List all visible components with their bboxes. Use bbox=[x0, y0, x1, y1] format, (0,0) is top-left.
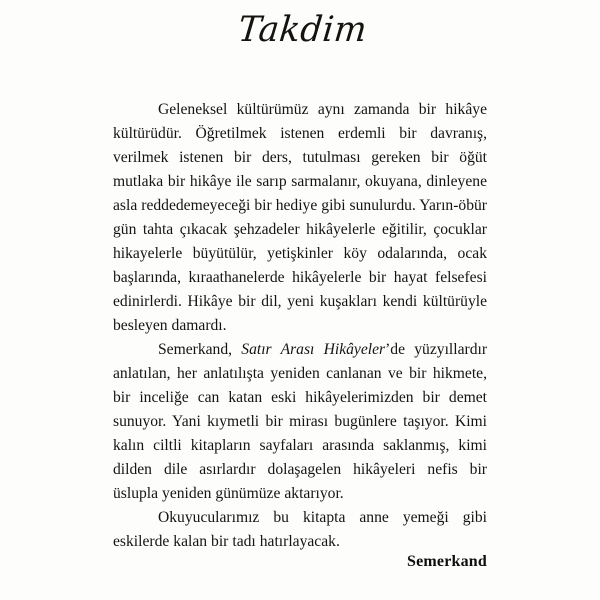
paragraph-3-text: Okuyucularımız bu kitapta anne yemeği gibi eskilerde kalan bir tadı hatırlayacak. bbox=[113, 509, 487, 550]
paragraph-3 bbox=[113, 506, 487, 554]
paragraph-2-text-lead: Semerkand, bbox=[158, 341, 242, 358]
signature-block bbox=[113, 551, 487, 573]
paragraph-2-text-rest: ’de yüzyıllardır anlatılan, her anlatılışta yeniden canlanan ve bir hikmete, bir inceliğe can katan eski hikâyelerimizden bir demet sunuyor. Yani kıymetli bir mirası bugünlere taşıyor. Kimi kalın ciltli kitapların sayfaları arasında saklanmış, kimi dilden dile asırlardır dolaşagelen hikâyeleri nefis bir üslupla yeniden günümüze aktarıyor. bbox=[113, 341, 488, 502]
publisher-signature: Semerkand bbox=[406, 553, 487, 570]
paragraph-1-text: Geleneksel kültürümüz aynı zamanda bir hikâye kültürüdür. Öğretilmek istenen erdemli bir davranış, verilmek istenen bir ders, tutulması gereken bir öğüt mutlaka bir hikâye ile sarıp sarmalanır, okuyana, dinleyene asla reddedemeyeceği bir hediye gibi sunulurdu. Yarın-öbür gün tahta çıkacak şehzadeler hikâyelerle eğitilir, çocuklar hikayelerle büyütülür, yetişkinler köy odalarında, ocak başlarında, kıraathanelerde hikâyelerle bir hayat felsefesi edinirlerdi. Hikâye bir dil, yeni kuşakları kendi kültürüyle besleyen damardı. bbox=[113, 101, 487, 334]
page-title: Takdim bbox=[235, 10, 369, 50]
paragraph-2 bbox=[113, 338, 487, 506]
paragraph-1 bbox=[113, 98, 487, 338]
referenced-book-title: Satır Arası Hikâyeler bbox=[241, 341, 386, 358]
page-title-block bbox=[0, 8, 600, 52]
body-text-column bbox=[113, 98, 487, 554]
